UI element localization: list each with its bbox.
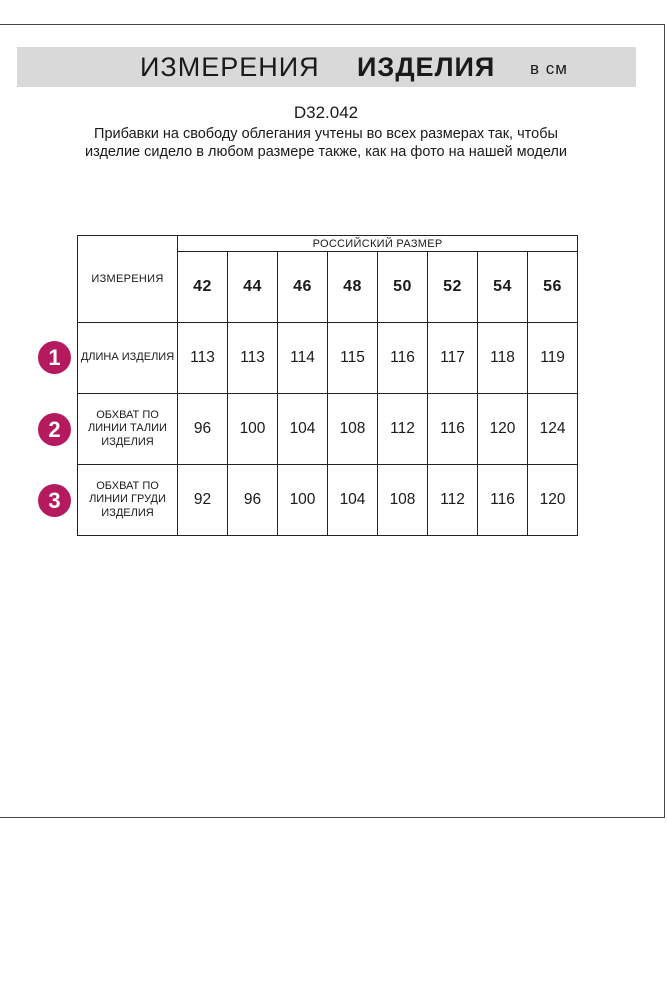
cell-value: 108: [378, 465, 428, 536]
size-table: [77, 235, 578, 536]
cell-value: 92: [178, 465, 228, 536]
fit-note: Прибавки на свободу облегания учтены во всех размерах так, чтобы изделие сидело в любом размере также, как на фото на нашей модели: [85, 126, 567, 160]
size-header: 52: [428, 252, 478, 323]
cell-value: 96: [228, 465, 278, 536]
number-badge: 3: [38, 484, 71, 517]
size-header: 48: [328, 252, 378, 323]
title-measurements: ИЗМЕРЕНИЯ: [140, 52, 320, 82]
size-header: 54: [478, 252, 528, 323]
cell-value: 104: [278, 394, 328, 465]
cell-value: 124: [528, 394, 578, 465]
number-badge: 1: [38, 341, 71, 374]
cell-value: 112: [428, 465, 478, 536]
title-unit: в см: [530, 59, 568, 78]
size-header: 44: [228, 252, 278, 323]
cell-value: 115: [328, 323, 378, 394]
cell-value: 108: [328, 394, 378, 465]
cell-value: 113: [178, 323, 228, 394]
cell-value: 100: [228, 394, 278, 465]
number-badge: 2: [38, 413, 71, 446]
cell-value: 118: [478, 323, 528, 394]
size-header: 56: [528, 252, 578, 323]
title-item: ИЗДЕЛИЯ: [357, 52, 496, 82]
size-group-header: РОССИЙСКИЙ РАЗМЕР: [178, 236, 578, 252]
cell-value: 114: [278, 323, 328, 394]
cell-value: 116: [378, 323, 428, 394]
cell-value: 96: [178, 394, 228, 465]
row-label: ОБХВАТ ПО ЛИНИИ ГРУДИ ИЗДЕЛИЯ: [78, 465, 178, 536]
size-header: 50: [378, 252, 428, 323]
cell-value: 112: [378, 394, 428, 465]
cell-value: 100: [278, 465, 328, 536]
row-label: ДЛИНА ИЗДЕЛИЯ: [78, 323, 178, 394]
table-row: [78, 465, 578, 536]
row-label: ОБХВАТ ПО ЛИНИИ ТАЛИИ ИЗДЕЛИЯ: [78, 394, 178, 465]
cell-value: 117: [428, 323, 478, 394]
cell-value: 120: [478, 394, 528, 465]
table-row: [78, 394, 578, 465]
cell-value: 113: [228, 323, 278, 394]
size-header: 42: [178, 252, 228, 323]
cell-value: 104: [328, 465, 378, 536]
table-row: [78, 323, 578, 394]
product-code: D32.042: [293, 103, 359, 122]
size-header: 46: [278, 252, 328, 323]
cell-value: 120: [528, 465, 578, 536]
corner-label: ИЗМЕРЕНИЯ: [78, 236, 178, 323]
cell-value: 116: [428, 394, 478, 465]
cell-value: 119: [528, 323, 578, 394]
cell-value: 116: [478, 465, 528, 536]
